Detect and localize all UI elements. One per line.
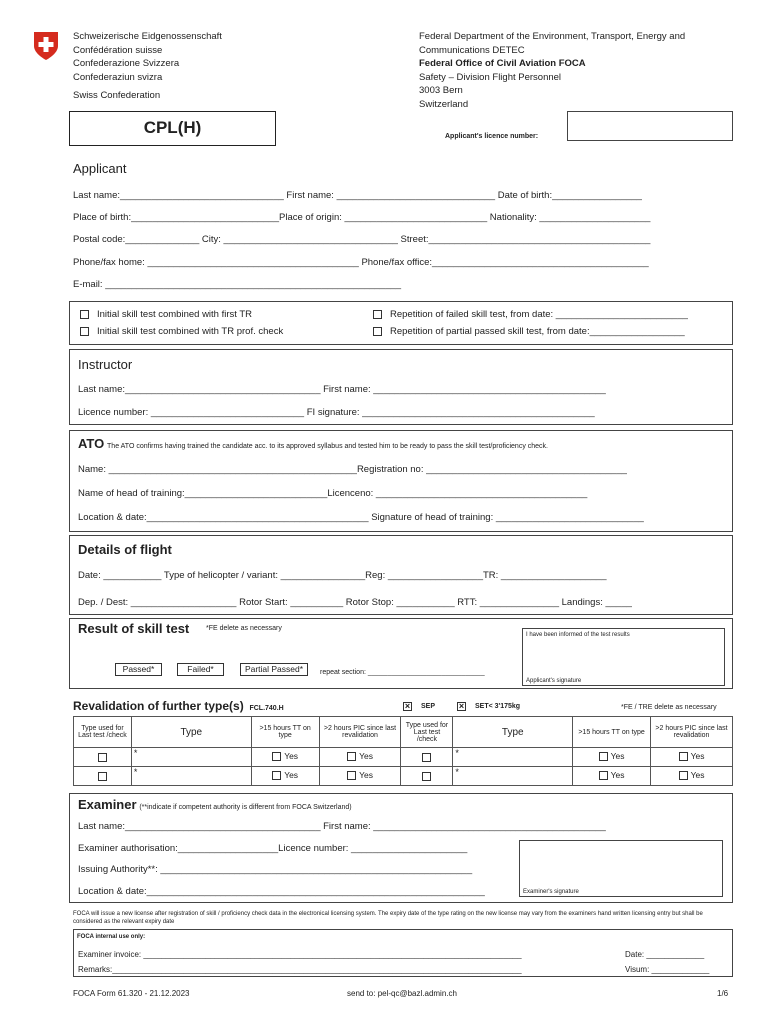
- type-field[interactable]: *: [131, 767, 251, 786]
- result-box: [69, 618, 733, 689]
- applicant-row[interactable]: Last name:_______________________________ First name: ______________________________ Date of birth:_________________: [73, 190, 642, 201]
- applicant-fields[interactable]: [73, 185, 733, 296]
- set-label: SET< 3'175kg: [475, 703, 521, 710]
- result-heading: Result of skill test: [78, 621, 190, 636]
- examiner-sub: (**indicate if competent authority is different from FOCA Switzerland): [139, 804, 352, 811]
- internal-visum[interactable]: Visum: _____________: [625, 965, 710, 974]
- header-cell: >15 hours TT on type: [251, 717, 319, 748]
- instructor-row[interactable]: Last name:_____________________________________ First name: ____________________________________________: [78, 384, 606, 395]
- type-used-checkbox[interactable]: [98, 772, 107, 781]
- flight-row[interactable]: Date: ___________ Type of helicopter / variant: ________________Reg: __________________TR: ____________________: [78, 570, 607, 581]
- failed-button[interactable]: Failed*: [177, 663, 224, 676]
- hours-pic-checkbox[interactable]: [679, 752, 688, 761]
- initial-first-tr-checkbox[interactable]: [80, 310, 89, 319]
- option-label: Repetition of failed skill test, from date: _________________________: [390, 309, 688, 320]
- applicant-row[interactable]: Place of birth:____________________________Place of origin: ___________________________ Nationality: _____________________: [73, 212, 651, 224]
- sep-checkbox[interactable]: ×: [404, 701, 411, 711]
- yes-label: Yes: [610, 770, 625, 781]
- license-notice: FOCA will issue a new license after registration of skill / proficiency check data in the electronical licensing system. The expiry date of the type rating on the new license may vary from the examiners hand written licensing entry but shall be considered as the relevant expiry date: [73, 911, 703, 925]
- applicant-row[interactable]: Phone/fax home: ________________________________________ Phone/fax office:_________________________________________: [73, 256, 649, 268]
- applicant-signature-box[interactable]: [522, 628, 725, 686]
- examiner-invoice[interactable]: Examiner invoice: _____________________________________________________________________________________: [78, 950, 522, 959]
- yes-label: Yes: [690, 751, 705, 762]
- ato-row[interactable]: Name of head of training:___________________________Licenceno: ________________________________________: [78, 488, 588, 499]
- hours-pic-checkbox[interactable]: [347, 771, 356, 780]
- flight-row[interactable]: Dep. / Dest: ____________________ Rotor Start: __________ Rotor Stop: ___________ RTT: _______________ Landings: _____: [78, 597, 632, 608]
- internal-label: FOCA internal use only:: [77, 934, 146, 940]
- examiner-row[interactable]: Examiner authorisation:___________________Licence number: ______________________: [78, 843, 468, 854]
- option-label: Initial skill test combined with TR prof. check: [97, 326, 284, 337]
- org-line: Confédération suisse: [73, 44, 163, 56]
- header-cell: >2 hours PIC since last revalidation: [319, 717, 401, 748]
- partial-passed-button[interactable]: Partial Passed*: [240, 663, 308, 676]
- licence-number-label: Applicant's licence number:: [445, 133, 539, 140]
- option-label: Initial skill test combined with first TR: [97, 309, 253, 320]
- examiner-row[interactable]: Last name:_____________________________________ First name: ____________________________________________: [78, 821, 606, 832]
- dept-line: Federal Department of the Environment, Transport, Energy and: [419, 31, 686, 42]
- yes-label: Yes: [284, 751, 299, 762]
- internal-remarks[interactable]: Remarks:____________________________________________________________________________________________: [78, 965, 522, 974]
- internal-date[interactable]: Date: _____________: [625, 950, 705, 959]
- ato-box: [69, 430, 733, 532]
- table-row: [74, 748, 733, 767]
- examiner-row[interactable]: Issuing Authority**: ___________________________________________________________: [78, 864, 473, 875]
- ato-heading: ATO: [78, 436, 105, 451]
- applicant-row[interactable]: Postal code:______________ City: _________________________________ Street:__________________________________________: [73, 234, 651, 246]
- applicant-heading: Applicant: [73, 161, 127, 176]
- org-line: Confederaziun svizra: [73, 71, 163, 83]
- instructor-box: [69, 349, 733, 425]
- revalidation-heading: Revalidation of further type(s): [73, 699, 244, 713]
- table-row: [74, 767, 733, 786]
- org-line: Schweizerische Eidgenossenschaft: [73, 31, 222, 42]
- yes-label: Yes: [359, 751, 373, 762]
- type-used-checkbox[interactable]: [422, 772, 431, 781]
- yes-label: Yes: [359, 770, 373, 781]
- test-options-box: [69, 301, 733, 345]
- swiss-coat-of-arms: [33, 31, 59, 61]
- instructor-row[interactable]: Licence number: _____________________________ FI signature: ____________________________________________: [78, 407, 595, 418]
- form-number: FOCA Form 61.320 - 21.12.2023: [73, 989, 190, 998]
- hours-tt-checkbox[interactable]: [599, 752, 608, 761]
- type-field[interactable]: *: [453, 748, 573, 767]
- type-used-checkbox[interactable]: [422, 753, 431, 762]
- addr-line: Switzerland: [419, 98, 469, 110]
- examiner-heading: Examiner: [78, 797, 137, 812]
- set-checkbox[interactable]: ×: [458, 701, 465, 711]
- org-line: Confederazione Svizzera: [73, 58, 180, 69]
- office-name: Federal Office of Civil Aviation FOCA: [419, 58, 586, 69]
- applicant-signature-label: Applicant's signature: [526, 678, 582, 684]
- header-cell: Type: [453, 717, 573, 748]
- repeat-section[interactable]: repeat section: ______________________________: [320, 669, 485, 676]
- header-cell: >15 hours TT on type: [573, 717, 651, 748]
- examiner-signature-label: Examiner's signature: [523, 889, 579, 895]
- revalidation-table: [73, 716, 733, 786]
- ato-row[interactable]: Location & date:__________________________________________ Signature of head of training: ____________________________: [78, 512, 644, 523]
- examiner-row[interactable]: Location & date:________________________________________________________________: [78, 886, 485, 897]
- table-header-row: [74, 717, 733, 748]
- yes-label: Yes: [610, 751, 625, 762]
- licence-number-field[interactable]: [567, 111, 733, 141]
- department-address: [419, 30, 685, 111]
- repetition-partial-checkbox[interactable]: [373, 327, 382, 336]
- type-field[interactable]: *: [453, 767, 573, 786]
- repetition-failed-checkbox[interactable]: [373, 310, 382, 319]
- dept-line: Communications DETEC: [419, 44, 525, 56]
- passed-button[interactable]: Passed*: [115, 663, 162, 676]
- initial-tr-prof-checkbox[interactable]: [80, 327, 89, 336]
- page-number: 1/6: [717, 989, 729, 998]
- examiner-box: [69, 793, 733, 903]
- sep-label: SEP: [421, 703, 436, 710]
- yes-label: Yes: [284, 770, 299, 781]
- informed-text: I have been informed of the test results: [526, 632, 630, 638]
- internal-box: [73, 929, 733, 977]
- hours-pic-checkbox[interactable]: [347, 752, 356, 761]
- send-to: send to: pel-qc@bazl.admin.ch: [347, 989, 457, 998]
- examiner-signature-box[interactable]: [519, 840, 723, 897]
- addr-line: Safety – Division Flight Personnel: [419, 71, 562, 83]
- hours-tt-checkbox[interactable]: [272, 771, 281, 780]
- fcl-reference: FCL.740.H: [249, 705, 284, 712]
- header-cell: Type: [131, 717, 251, 748]
- ato-intro: The ATO confirms having trained the candidate acc. to its approved syllabus and tested him to be ready to pass the skill test/proficiency check.: [107, 443, 549, 450]
- hours-pic-checkbox[interactable]: [679, 771, 688, 780]
- ato-row[interactable]: Name: _______________________________________________Registration no: ______________________________________: [78, 464, 627, 475]
- swiss-confederation: Swiss Confederation: [73, 90, 161, 101]
- result-note: *FE delete as necessary: [206, 625, 282, 632]
- instructor-heading: Instructor: [78, 357, 133, 372]
- revalidation-note: *FE / TRE delete as necessary: [621, 704, 717, 711]
- header-cell: Type used for Last test /check: [74, 717, 132, 748]
- option-label: Repetition of partial passed skill test, from date:__________________: [390, 326, 685, 337]
- flight-heading: Details of flight: [78, 542, 172, 557]
- form-title: CPL(H): [69, 111, 276, 146]
- confederation-names: [73, 30, 222, 84]
- header-cell: >2 hours PIC since last revalidation: [651, 717, 733, 748]
- type-field[interactable]: *: [131, 748, 251, 767]
- yes-label: Yes: [690, 770, 705, 781]
- type-used-checkbox[interactable]: [98, 753, 107, 762]
- addr-line: 3003 Bern: [419, 85, 463, 96]
- header-cell: Type used for Last test /check: [401, 717, 453, 748]
- applicant-row[interactable]: E-mail: ________________________________________________________: [73, 278, 402, 290]
- hours-tt-checkbox[interactable]: [599, 771, 608, 780]
- flight-box: [69, 535, 733, 615]
- hours-tt-checkbox[interactable]: [272, 752, 281, 761]
